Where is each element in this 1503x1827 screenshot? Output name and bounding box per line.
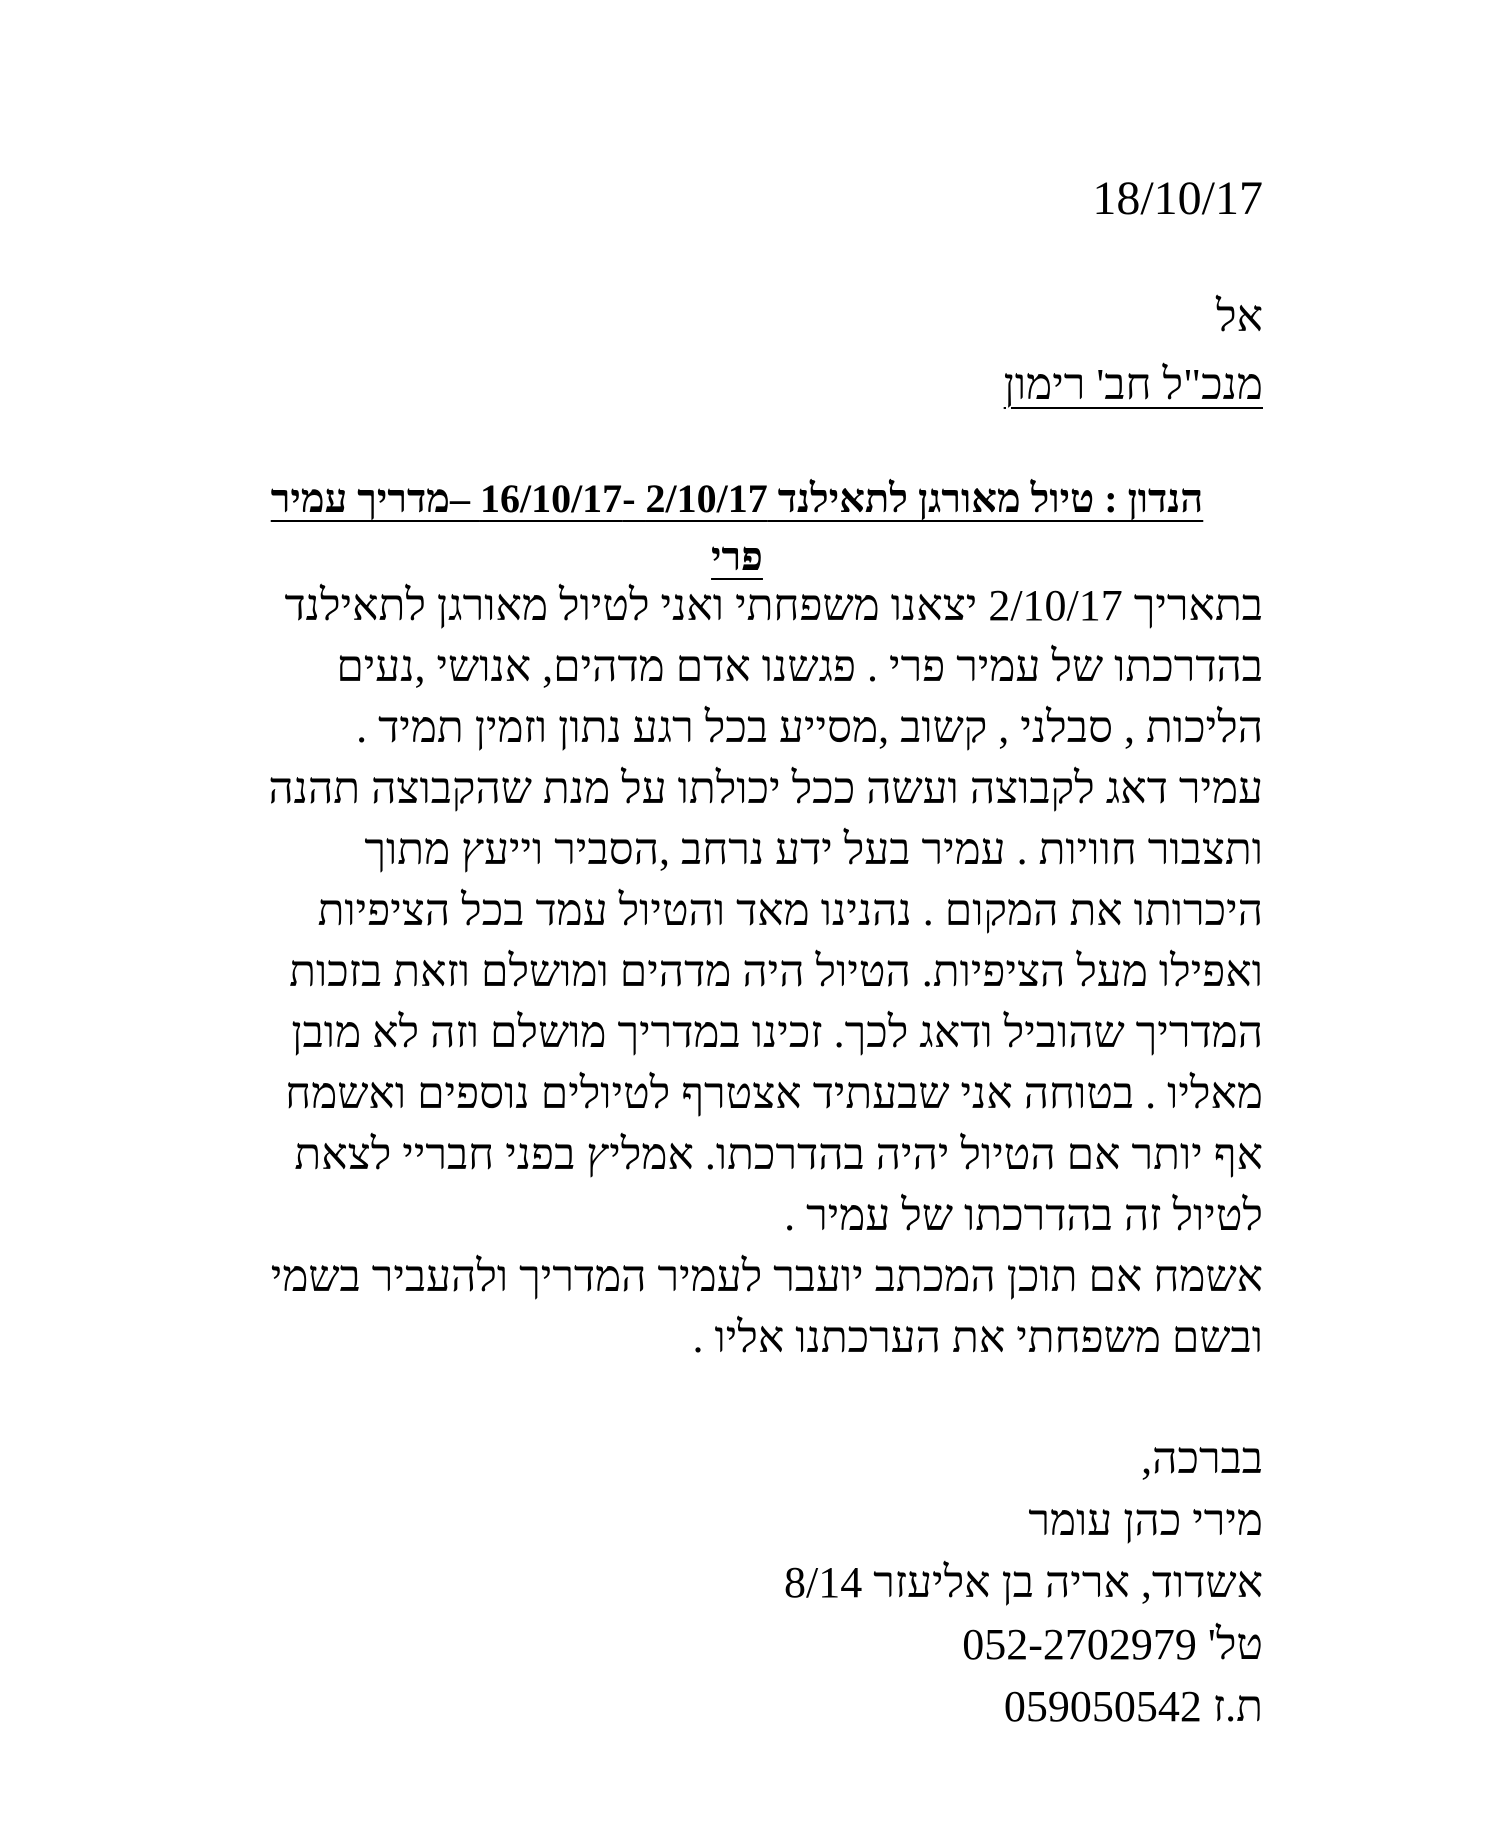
body-line: היכרותו את המקום . נהנינו מאד והטיול עמד בכל הציפיות	[317, 886, 1263, 935]
body-line: ובשם משפחתי את הערכתנו אליו .	[692, 1313, 1263, 1362]
closing-greeting: בברכה,	[1141, 1434, 1263, 1483]
letter-signature	[784, 1428, 1263, 1738]
body-line: אשמח אם תוכן המכתב יועבר לעמיר המדריך ולהעביר בשמי	[270, 1252, 1263, 1301]
body-line: מאליו . בטוחה אני שבעתיד אצטרף לטיולים נוספים ואשמח	[285, 1069, 1263, 1118]
letter-date: 18/10/17	[1092, 172, 1263, 225]
recipient-label: אל	[1216, 292, 1263, 341]
sender-id-number: ת.ז 059050542	[1003, 1682, 1263, 1731]
body-line: ותצבור חוויות . עמיר בעל ידע נרחב ,הסביר וייעץ מתוך	[364, 825, 1263, 874]
subject-heading	[211, 470, 1263, 586]
letter-body	[203, 575, 1263, 1368]
body-line: בתאריך 2/10/17 יצאנו משפחתי ואני לטיול מאורגן לתאילנד	[284, 581, 1263, 630]
body-line: ואפילו מעל הציפיות. הטיול היה מדהים ומושלם וזאת בזכות	[289, 947, 1263, 996]
body-line: בהדרכתו של עמיר פרי . פגשנו אדם מדהים, אנושי ,נעים	[336, 642, 1263, 691]
body-line: אף יותר אם הטיול יהיה בהדרכתו. אמליץ בפני חבריי לצאת	[294, 1130, 1263, 1179]
recipient-name: מנכ"ל חב' רימון	[1003, 360, 1263, 409]
sender-address: אשדוד, אריה בן אליעזר 8/14	[784, 1558, 1263, 1607]
subject-line: הנדון : טיול מאורגן לתאילנד 2/10/17 -16/10/17 –מדריך עמיר	[270, 476, 1204, 521]
body-line: עמיר דאג לקבוצה ועשה ככל יכולתו על מנת שהקבוצה תהנה	[268, 764, 1263, 813]
body-line: לטיול זה בהדרכתו של עמיר .	[784, 1191, 1263, 1240]
body-line: המדריך שהוביל ודאג לכך. זכינו במדריך מושלם וזה לא מובן	[291, 1008, 1263, 1057]
sender-name: מירי כהן עומר	[1028, 1496, 1263, 1545]
sender-phone: טל' 052-2702979	[962, 1620, 1263, 1669]
subject-line: פרי	[711, 534, 763, 579]
body-line: הליכות , סבלני , קשוב ,מסייע בכל רגע נתון וזמין תמיד .	[356, 703, 1263, 752]
